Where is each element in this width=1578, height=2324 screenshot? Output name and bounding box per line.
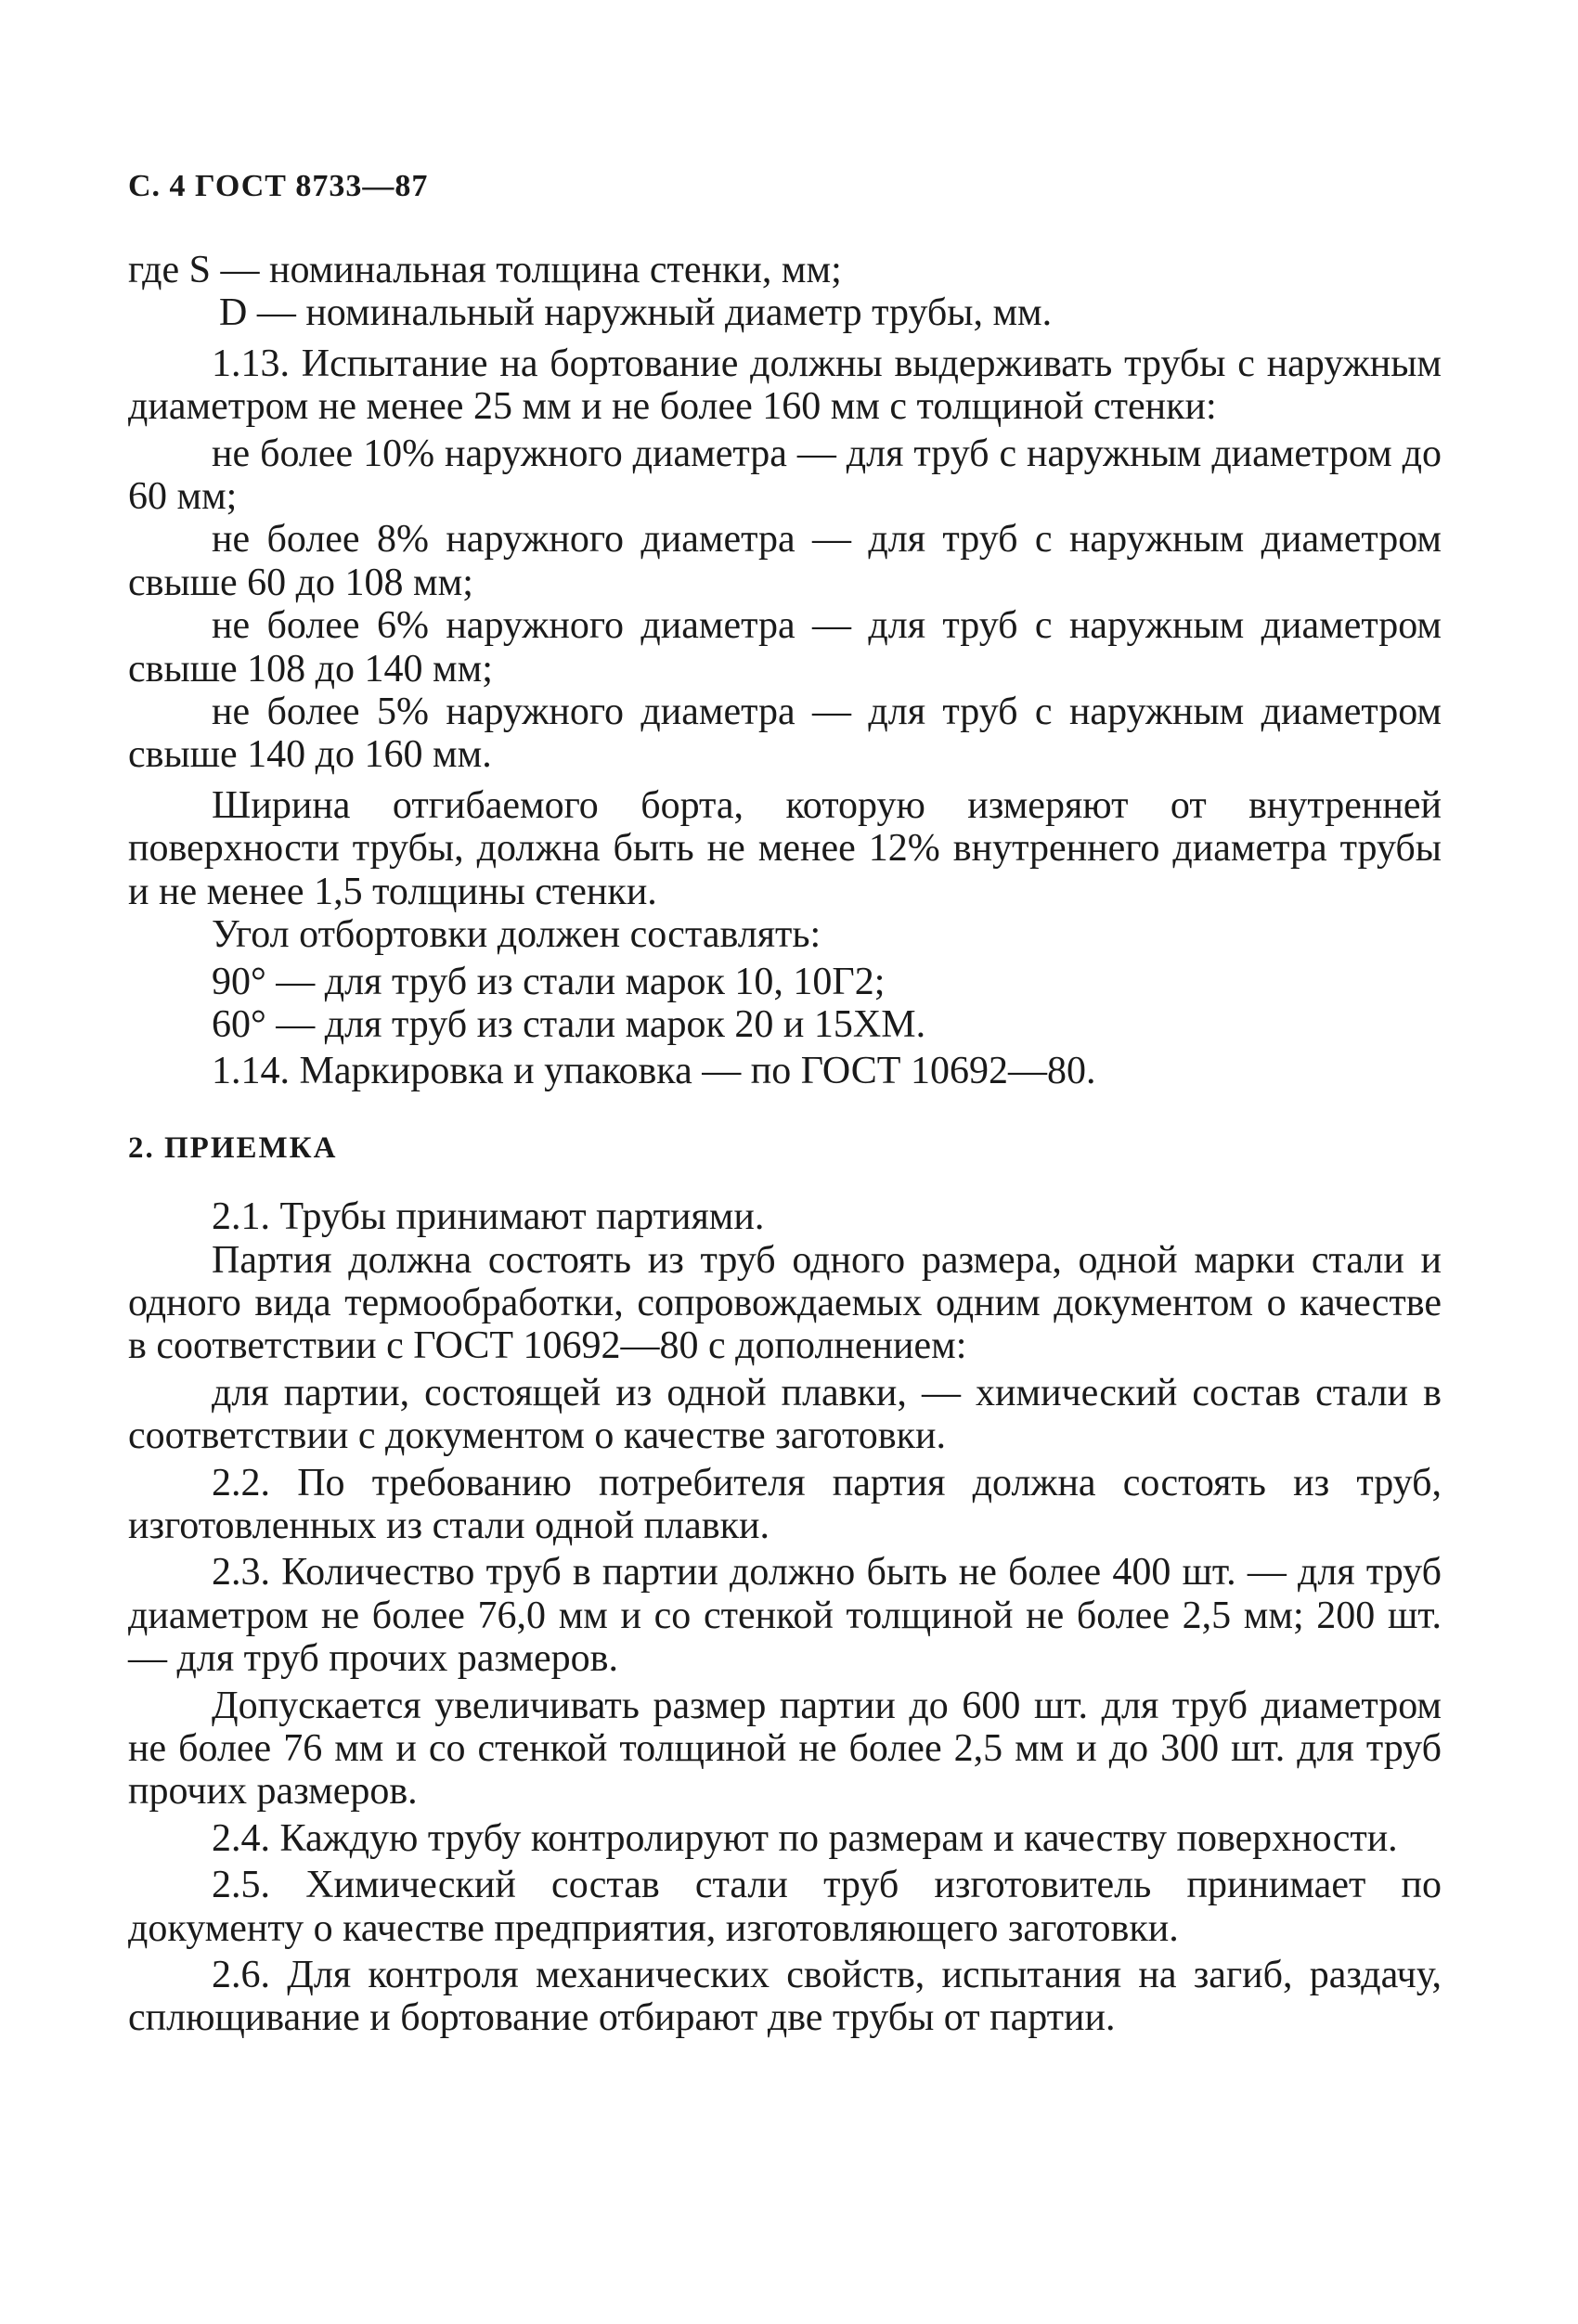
clause-2-2: 2.2. По требованию потребителя партия должна состоять из труб, изготовленных из стали одной плавки.	[128, 1461, 1442, 1547]
list-item-8-percent: не более 8% наружного диаметра — для труб с наружным диаметром свыше 60 до 108 мм;	[128, 518, 1442, 604]
flange-angle-intro: Угол отбортовки должен составлять:	[212, 913, 821, 957]
list-item-6-percent: не более 6% наружного диаметра — для труб с наружным диаметром свыше 108 до 140 мм;	[128, 604, 1442, 691]
clause-2-6: 2.6. Для контроля механических свойств, испытания на загиб, раздачу, сплющивание и бортование отбирают две трубы от партии.	[128, 1954, 1442, 2040]
page-header: С. 4 ГОСТ 8733—87	[128, 169, 429, 203]
flange-width-paragraph: Ширина отгибаемого борта, которую измеряют от внутренней поверхности трубы, должна быть не менее 12% внутреннего диаметра трубы и не менее 1,5 толщины стенки.	[128, 783, 1442, 913]
clause-2-3: 2.3. Количество труб в партии должно быть не более 400 шт. — для труб диаметром не более 76,0 мм и со стенкой толщиной не более 2,5 мм; 200 шт. — для труб прочих размеров.	[128, 1551, 1442, 1681]
flange-angle-60: 60° — для труб из стали марок 20 и 15ХМ.	[212, 1002, 926, 1046]
where-d-definition: D — номинальный наружный диаметр трубы, мм.	[219, 291, 1053, 335]
clause-1-14: 1.14. Маркировка и упаковка — по ГОСТ 10692—80.	[212, 1050, 1096, 1093]
where-s-definition: где S — номинальная толщина стенки, мм;	[128, 249, 842, 291]
clause-2-1: 2.1. Трубы принимают партиями.	[212, 1195, 765, 1239]
single-heat-paragraph: для партии, состоящей из одной плавки, — химический состав стали в соответствии с документом о качестве заготовки.	[128, 1371, 1442, 1458]
clause-2-4: 2.4. Каждую трубу контролируют по размерам и качеству поверхности.	[212, 1816, 1398, 1860]
section-title-acceptance: 2. ПРИЕМКА	[128, 1130, 338, 1165]
batch-increase-paragraph: Допускается увеличивать размер партии до 600 шт. для труб диаметром не более 76 мм и со стенкой толщиной не более 2,5 мм и до 300 шт. для труб прочих размеров.	[128, 1684, 1442, 1814]
batch-composition-paragraph: Партия должна состоять из труб одного размера, одной марки стали и одного вида термообработки, сопровождаемых одним документом о качестве в соответствии с ГОСТ 10692—80 с дополнением:	[128, 1238, 1442, 1368]
document-body	[128, 249, 1442, 2040]
list-item-10-percent: не более 10% наружного диаметра — для труб с наружным диаметром до 60 мм;	[128, 432, 1442, 519]
clause-1-13: 1.13. Испытание на бортование должны выдерживать трубы с наружным диаметром не менее 25 мм и не более 160 мм с толщиной стенки:	[128, 342, 1442, 429]
clause-2-5: 2.5. Химический состав стали труб изготовитель принимает по документу о качестве предприятия, изготовляющего заготовки.	[128, 1864, 1442, 1950]
list-item-5-percent: не более 5% наружного диаметра — для труб с наружным диаметром свыше 140 до 160 мм.	[128, 691, 1442, 777]
flange-angle-90: 90° — для труб из стали марок 10, 10Г2;	[212, 960, 886, 1003]
